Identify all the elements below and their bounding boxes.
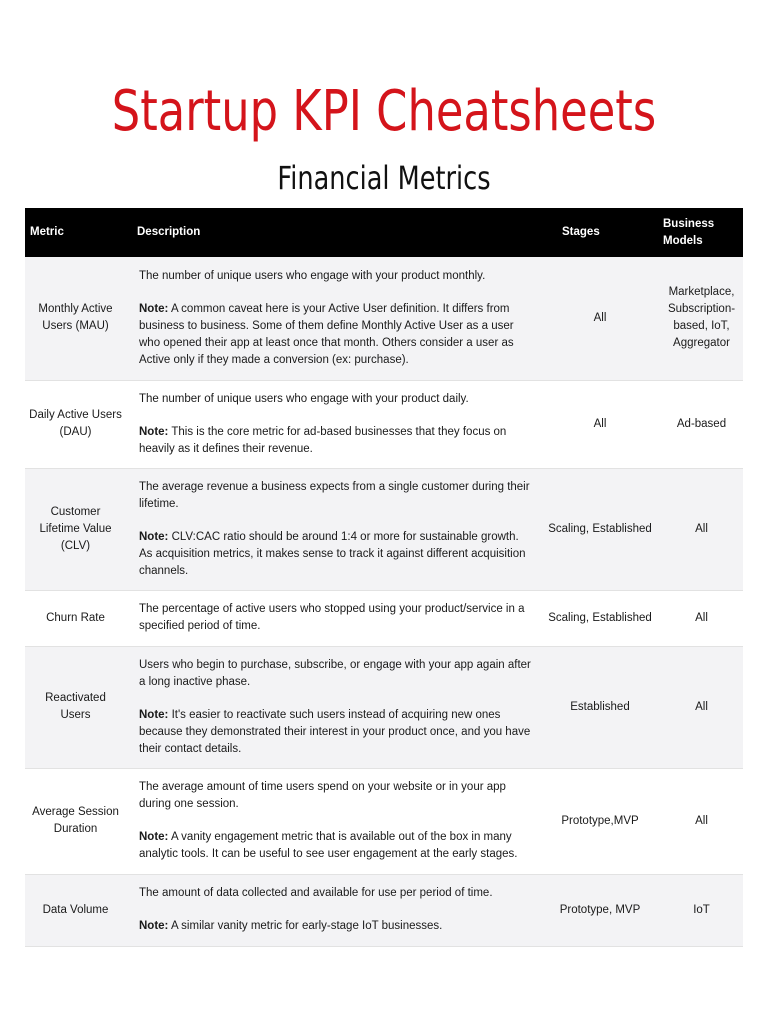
row-description: The average revenue a business expects from a single customer during their lifetime. <box>139 480 530 510</box>
row-description-cell <box>126 646 540 768</box>
row-note <box>139 707 532 758</box>
page-subtitle: Financial Metrics <box>277 159 491 197</box>
header-business-models: Business Models <box>663 217 715 247</box>
table-row <box>25 468 743 590</box>
row-stages: Prototype,MVP <box>561 814 639 827</box>
table-header-row <box>25 208 743 257</box>
row-stages: Scaling, Established <box>548 522 652 535</box>
row-stages: Scaling, Established <box>548 611 652 624</box>
note-text: A similar vanity metric for early-stage IoT businesses. <box>168 920 443 932</box>
row-note <box>139 301 532 369</box>
note-label: Note: <box>139 530 169 543</box>
row-note <box>139 829 532 863</box>
note-label: Note: <box>139 425 169 438</box>
row-business-models: Marketplace, Subscription-based, IoT, Aggregator <box>667 286 736 350</box>
row-description-cell <box>126 874 540 946</box>
row-business-models: IoT <box>693 903 710 916</box>
row-stages: All <box>593 417 607 430</box>
note-text: A common caveat here is your Active User definition. It differs from business to business. Some of them define Monthly Active User as a user who opened their app at least once that month. Others consider a user as Active only if they made a conversion (ex: purchase). <box>139 302 514 366</box>
note-label: Note: <box>139 302 169 315</box>
row-description: The number of unique users who engage with your product daily. <box>139 392 469 405</box>
row-note <box>139 918 532 935</box>
row-stages: Prototype, MVP <box>559 903 641 916</box>
page-title: Startup KPI Cheatsheets <box>111 79 657 144</box>
header-description: Description <box>137 226 201 238</box>
row-metric: Reactivated Users <box>45 692 106 721</box>
row-description-cell <box>126 380 540 468</box>
row-metric: Monthly Active Users (MAU) <box>38 303 113 333</box>
row-stages: All <box>593 311 607 324</box>
row-description-cell <box>126 257 540 380</box>
table-row <box>25 874 743 946</box>
table-row <box>25 646 743 768</box>
row-business-models: All <box>695 611 708 624</box>
row-description-cell <box>126 768 540 874</box>
note-text: CLV:CAC ratio should be around 1:4 or more for sustainable growth. As acquisition metrics, it makes sense to track it against different acquisition channels. <box>139 530 526 577</box>
row-metric: Customer Lifetime Value (CLV) <box>39 505 112 552</box>
row-description-cell <box>126 468 540 590</box>
table-row <box>25 257 743 380</box>
row-metric: Average Session Duration <box>32 806 119 835</box>
note-text: It's easier to reactivate such users instead of acquiring new ones because they demonstrated their interest in your product once, and you have their contact details. <box>139 708 531 755</box>
row-business-models: Ad-based <box>676 417 727 430</box>
note-label: Note: <box>139 920 169 932</box>
row-business-models: All <box>695 522 708 535</box>
row-metric: Data Volume <box>42 903 109 916</box>
row-metric: Churn Rate <box>46 611 105 624</box>
row-description: The amount of data collected and available for use per period of time. <box>139 887 493 899</box>
note-text: This is the core metric for ad-based businesses that they focus on heavily as it defines their revenue. <box>139 425 507 455</box>
row-business-models: All <box>695 814 708 827</box>
row-description: Users who begin to purchase, subscribe, or engage with your app again after a long inactive phase. <box>139 658 531 688</box>
row-business-models: All <box>695 700 708 713</box>
note-text: A vanity engagement metric that is available out of the box in many analytic tools. It can be useful to see user engagement at the early stages. <box>139 831 518 860</box>
row-metric: Daily Active Users (DAU) <box>29 409 122 438</box>
row-description-cell <box>126 590 540 646</box>
table-row <box>25 590 743 646</box>
note-label: Note: <box>139 708 169 721</box>
row-description: The percentage of active users who stopped using your product/service in a specified period of time. <box>139 603 525 632</box>
note-label: Note: <box>139 831 169 843</box>
header-stages: Stages <box>562 226 600 238</box>
row-note <box>139 529 532 580</box>
row-stages: Established <box>570 700 630 713</box>
row-description: The number of unique users who engage with your product monthly. <box>139 269 486 282</box>
kpi-table <box>25 208 743 947</box>
row-description: The average amount of time users spend on your website or in your app during one session. <box>139 781 506 810</box>
header-metric: Metric <box>30 226 64 238</box>
table-row <box>25 380 743 468</box>
table-row <box>25 768 743 874</box>
row-note <box>139 424 532 458</box>
